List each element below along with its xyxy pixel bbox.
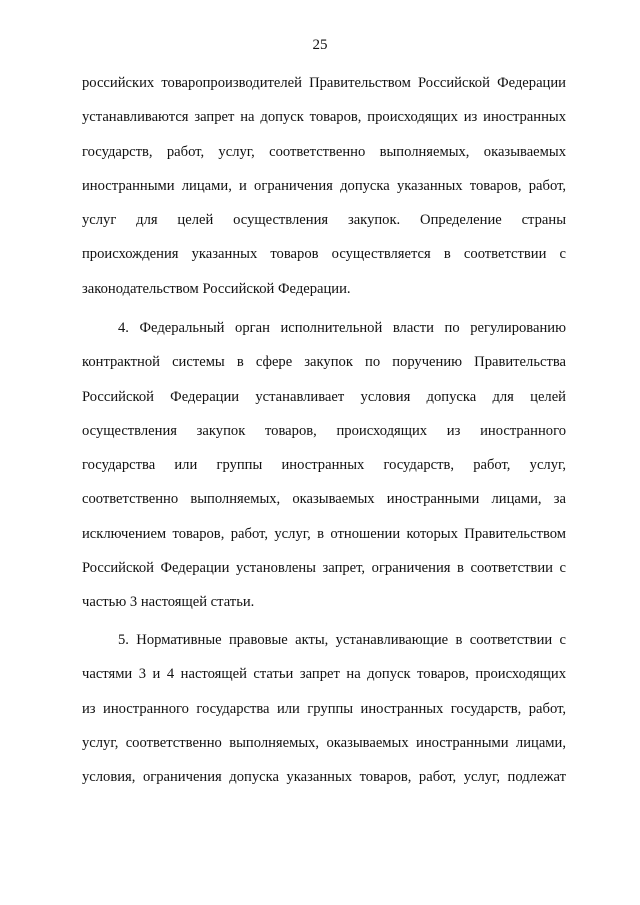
paragraph-line: условия, ограничения допуска указанных товаров, работ, услуг, подлежат	[82, 769, 566, 786]
paragraph-line: соответственно выполняемых, оказываемых иностранными лицами, за	[82, 491, 566, 508]
paragraph-line: законодательством Российской Федерации.	[82, 280, 351, 297]
paragraph-line: услуг для целей осуществления закупок. Определение страны	[82, 212, 566, 229]
paragraph-line: осуществления закупок товаров, происходящих из иностранного	[82, 422, 566, 439]
paragraph-line: 5. Нормативные правовые акты, устанавливающие в соответствии с	[118, 632, 566, 648]
paragraph-line: российских товаропроизводителей Правительством Российской Федерации	[82, 75, 566, 91]
paragraph-1	[82, 66, 566, 306]
paragraph-line: Российской Федерации устанавливает условия допуска для целей	[82, 388, 566, 405]
paragraph-line: частями 3 и 4 настоящей статьи запрет на допуск товаров, происходящих	[82, 666, 566, 683]
paragraph-line: 4. Федеральный орган исполнительной власти по регулированию	[118, 320, 566, 336]
paragraph-line: устанавливаются запрет на допуск товаров, происходящих из иностранных	[82, 109, 566, 126]
paragraph-line: контрактной системы в сфере закупок по поручению Правительства	[82, 354, 566, 371]
paragraph-line: иностранными лицами, и ограничения допуска указанных товаров, работ,	[82, 177, 566, 194]
paragraph-line: государств, работ, услуг, соответственно выполняемых, оказываемых	[82, 143, 566, 160]
paragraph-5	[82, 623, 566, 794]
paragraph-4	[82, 311, 566, 620]
paragraph-line: исключением товаров, работ, услуг, в отношении которых Правительством	[82, 525, 566, 542]
paragraph-line: частью 3 настоящей статьи.	[82, 594, 255, 611]
paragraph-line: происхождения указанных товаров осуществляется в соответствии с	[82, 246, 566, 263]
paragraph-line: государства или группы иностранных государств, работ, услуг,	[82, 457, 566, 474]
paragraph-line: услуг, соответственно выполняемых, оказываемых иностранными лицами,	[82, 734, 566, 751]
page-number: 25	[312, 37, 328, 53]
paragraph-line: Российской Федерации установлены запрет, ограничения в соответствии с	[82, 560, 566, 577]
paragraph-line: из иностранного государства или группы иностранных государств, работ,	[82, 700, 566, 717]
